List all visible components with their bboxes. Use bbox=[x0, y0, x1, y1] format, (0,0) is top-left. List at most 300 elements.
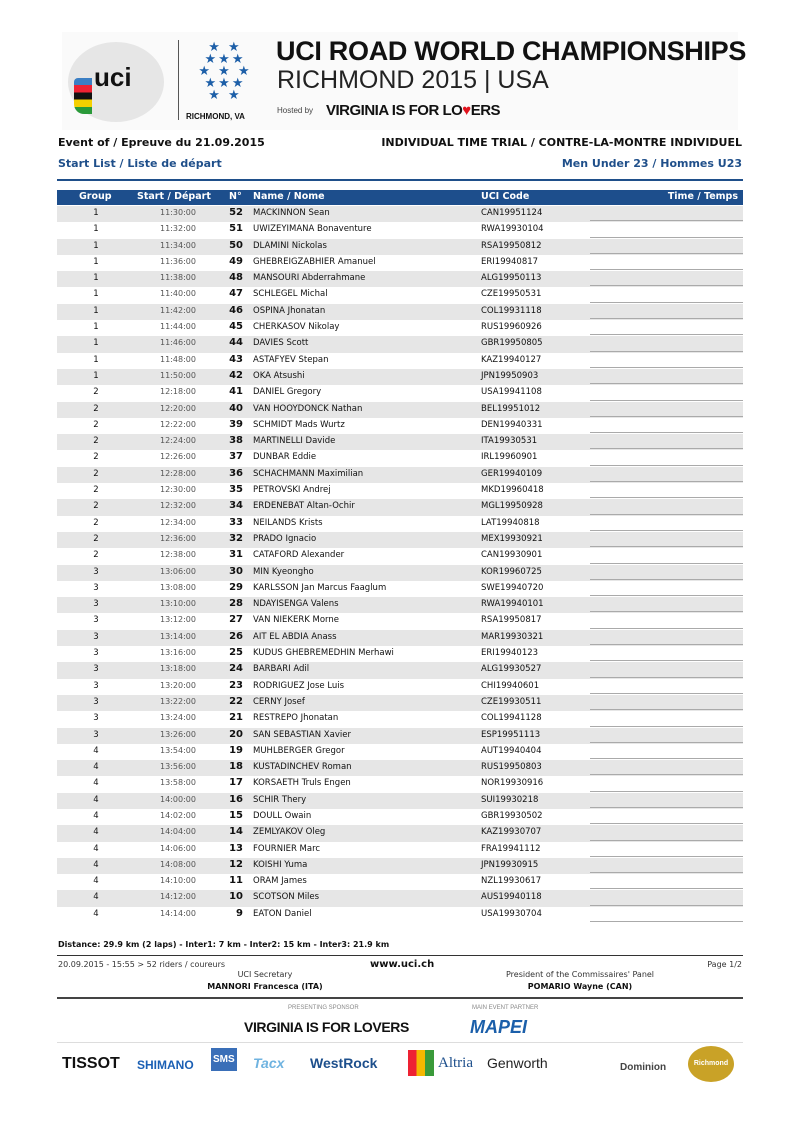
mapei-logo: MAPEI bbox=[470, 1017, 528, 1037]
time-field bbox=[590, 921, 743, 922]
rider-group: 3 bbox=[93, 680, 99, 691]
rider-group: 4 bbox=[93, 859, 99, 870]
rider-group: 3 bbox=[93, 729, 99, 740]
time-field bbox=[590, 888, 743, 889]
rider-group: 3 bbox=[93, 713, 99, 724]
uci-code: RUS19960926 bbox=[481, 322, 542, 333]
rider-group: 1 bbox=[93, 354, 99, 365]
bib-number: 51 bbox=[229, 223, 243, 235]
start-time: 12:28:00 bbox=[160, 468, 196, 478]
rider-group: 1 bbox=[93, 289, 99, 300]
bib-number: 17 bbox=[229, 777, 243, 789]
distance-info: Distance: 29.9 km (2 laps) - Inter1: 7 km - Inter2: 15 km - Inter3: 21.9 km bbox=[58, 940, 390, 949]
rider-name: KORSAETH Truls Engen bbox=[253, 778, 351, 789]
start-time: 12:18:00 bbox=[160, 387, 196, 397]
start-time: 13:20:00 bbox=[160, 680, 196, 690]
event-date: Event of / Epreuve du 21.09.2015 bbox=[58, 136, 265, 149]
start-time: 13:18:00 bbox=[160, 664, 196, 674]
time-field bbox=[590, 872, 743, 873]
divider bbox=[57, 1042, 743, 1043]
rider-group: 1 bbox=[93, 240, 99, 251]
start-time: 11:32:00 bbox=[160, 224, 196, 234]
bib-number: 21 bbox=[229, 712, 243, 724]
start-time: 11:42:00 bbox=[160, 305, 196, 315]
bib-number: 28 bbox=[229, 598, 243, 610]
uci-code: MAR19930321 bbox=[481, 631, 544, 642]
rider-group: 3 bbox=[93, 648, 99, 659]
championship-subtitle: RICHMOND 2015 | USA bbox=[277, 66, 549, 94]
time-field bbox=[590, 253, 743, 254]
bib-number: 12 bbox=[229, 858, 243, 870]
time-field bbox=[590, 318, 743, 319]
rider-group: 2 bbox=[93, 533, 99, 544]
start-time: 12:20:00 bbox=[160, 403, 196, 413]
bib-number: 41 bbox=[229, 386, 243, 398]
rider-name: MANSOURI Abderrahmane bbox=[253, 273, 366, 284]
tacx-logo: Tacx bbox=[253, 1055, 285, 1071]
document-type: Start List / Liste de départ bbox=[58, 157, 222, 170]
rider-name: MARTINELLI Davide bbox=[253, 436, 336, 447]
time-field bbox=[590, 383, 743, 384]
time-field bbox=[590, 497, 743, 498]
rider-group: 1 bbox=[93, 256, 99, 267]
divider bbox=[57, 997, 743, 999]
bib-number: 11 bbox=[229, 875, 243, 887]
uci-code: COL19931118 bbox=[481, 305, 542, 316]
time-field bbox=[590, 302, 743, 303]
rider-group: 1 bbox=[93, 224, 99, 235]
uci-code: KAZ19930707 bbox=[481, 827, 542, 838]
uci-code: ALG19930527 bbox=[481, 664, 542, 675]
time-field bbox=[590, 432, 743, 433]
table-row bbox=[57, 385, 743, 401]
rider-group: 1 bbox=[93, 273, 99, 284]
uci-code: ESP19951113 bbox=[481, 729, 541, 740]
table-row bbox=[57, 695, 743, 711]
rider-name: KUSTADINCHEV Roman bbox=[253, 762, 352, 773]
table-row bbox=[57, 858, 743, 874]
time-field bbox=[590, 758, 743, 759]
time-field bbox=[590, 563, 743, 564]
col-start: Start / Départ bbox=[137, 191, 211, 202]
altria-icon bbox=[408, 1050, 434, 1076]
time-field bbox=[590, 644, 743, 645]
rider-name: GHEBREIGZABHIER Amanuel bbox=[253, 256, 376, 267]
website-link[interactable]: www.uci.ch bbox=[370, 959, 435, 970]
bib-number: 30 bbox=[229, 565, 243, 577]
time-field bbox=[590, 595, 743, 596]
time-field bbox=[590, 905, 743, 906]
table-row bbox=[57, 450, 743, 466]
rider-name: DAVIES Scott bbox=[253, 338, 309, 349]
start-time: 13:58:00 bbox=[160, 778, 196, 788]
bib-number: 48 bbox=[229, 272, 243, 284]
table-row bbox=[57, 874, 743, 890]
rider-group: 4 bbox=[93, 745, 99, 756]
uci-code: AUT19940404 bbox=[481, 745, 542, 756]
table-row bbox=[57, 613, 743, 629]
table-row bbox=[57, 646, 743, 662]
col-name: Name / Nome bbox=[253, 191, 325, 202]
rider-group: 3 bbox=[93, 615, 99, 626]
time-field bbox=[590, 367, 743, 368]
rider-group: 2 bbox=[93, 452, 99, 463]
rider-group: 3 bbox=[93, 599, 99, 610]
bib-number: 50 bbox=[229, 239, 243, 251]
bib-number: 33 bbox=[229, 516, 243, 528]
rider-group: 2 bbox=[93, 550, 99, 561]
generated-info: 20.09.2015 - 15:55 > 52 riders / coureurs bbox=[58, 960, 226, 969]
rider-name: ZEMLYAKOV Oleg bbox=[253, 827, 326, 838]
uci-code: NOR19930916 bbox=[481, 778, 544, 789]
rider-group: 2 bbox=[93, 517, 99, 528]
rider-group: 1 bbox=[93, 370, 99, 381]
bib-number: 13 bbox=[229, 842, 243, 854]
start-time: 13:06:00 bbox=[160, 566, 196, 576]
uci-code: ITA19930531 bbox=[481, 436, 538, 447]
uci-code: CZE19930511 bbox=[481, 696, 542, 707]
table-row bbox=[57, 320, 743, 336]
rider-name: ASTAFYEV Stepan bbox=[253, 354, 329, 365]
bib-number: 40 bbox=[229, 402, 243, 414]
table-row bbox=[57, 728, 743, 744]
rider-group: 4 bbox=[93, 762, 99, 773]
start-time: 11:44:00 bbox=[160, 322, 196, 332]
table-row bbox=[57, 304, 743, 320]
uci-code: MKD19960418 bbox=[481, 485, 544, 496]
table-row bbox=[57, 679, 743, 695]
start-time: 14:02:00 bbox=[160, 810, 196, 820]
table-row bbox=[57, 809, 743, 825]
col-number: N° bbox=[229, 191, 242, 202]
start-time: 12:26:00 bbox=[160, 452, 196, 462]
host-text-end: ERS bbox=[470, 102, 501, 119]
start-time: 14:04:00 bbox=[160, 827, 196, 837]
secretary-role: UCI Secretary bbox=[237, 970, 293, 979]
category: Men Under 23 / Hommes U23 bbox=[561, 157, 742, 170]
presenting-sponsor-label: PRESENTING SPONSOR bbox=[288, 1005, 359, 1011]
start-time: 11:46:00 bbox=[160, 338, 196, 348]
uci-code: FRA19941112 bbox=[481, 843, 541, 854]
rider-name: PETROVSKI Andrej bbox=[253, 485, 331, 496]
time-field bbox=[590, 774, 743, 775]
rider-group: 2 bbox=[93, 387, 99, 398]
rider-name: MACKINNON Sean bbox=[253, 208, 330, 218]
table-header bbox=[57, 190, 743, 205]
rider-name: ERDENEBAT Altan-Ochir bbox=[253, 501, 355, 512]
main-partner-label: MAIN EVENT PARTNER bbox=[472, 1005, 539, 1011]
start-time: 11:48:00 bbox=[160, 354, 196, 364]
uci-logo: uci bbox=[68, 42, 164, 122]
start-time: 12:38:00 bbox=[160, 550, 196, 560]
rider-group: 1 bbox=[93, 338, 99, 349]
rider-name: NDAYISENGA Valens bbox=[253, 599, 339, 610]
rider-name: FOURNIER Marc bbox=[253, 843, 321, 854]
rider-group: 4 bbox=[93, 892, 99, 903]
start-time: 11:30:00 bbox=[160, 208, 196, 217]
time-field bbox=[590, 285, 743, 286]
bib-number: 49 bbox=[229, 255, 243, 267]
host-text: VIRGINIA IS FOR LO bbox=[326, 102, 463, 119]
bib-number: 35 bbox=[229, 484, 243, 496]
time-field bbox=[590, 514, 743, 515]
col-time: Time / Temps bbox=[667, 191, 738, 202]
table-row bbox=[57, 418, 743, 434]
bib-number: 31 bbox=[229, 549, 243, 561]
bib-number: 24 bbox=[229, 663, 243, 675]
uci-code: RWA19930104 bbox=[481, 224, 544, 235]
start-time: 12:32:00 bbox=[160, 501, 196, 511]
rider-group: 1 bbox=[93, 305, 99, 316]
richmond-seal-logo: Richmond bbox=[688, 1046, 734, 1082]
time-field bbox=[590, 448, 743, 449]
start-time: 11:34:00 bbox=[160, 240, 196, 250]
rider-name: SCHIR Thery bbox=[253, 794, 307, 805]
table-row bbox=[57, 402, 743, 418]
page-number: Page 1/2 bbox=[707, 960, 742, 969]
rider-name: MUHLBERGER Gregor bbox=[253, 745, 345, 756]
table-row bbox=[57, 499, 743, 515]
rider-name: EATON Daniel bbox=[253, 908, 312, 919]
table-row bbox=[57, 662, 743, 678]
rider-name: PRADO Ignacio bbox=[253, 533, 317, 544]
start-time: 13:22:00 bbox=[160, 696, 196, 706]
start-time: 11:36:00 bbox=[160, 256, 196, 266]
heart-icon: ♥ bbox=[462, 102, 471, 119]
uci-code: RUS19950803 bbox=[481, 762, 542, 773]
col-uci-code: UCI Code bbox=[481, 191, 530, 202]
rider-group: 4 bbox=[93, 810, 99, 821]
rider-name: NEILANDS Krists bbox=[253, 517, 323, 528]
richmond-cyclist-logo: ★ ★ ★★★ ★ ★ ★ ★★★ ★ ★ bbox=[198, 40, 252, 103]
bib-number: 44 bbox=[229, 337, 243, 349]
rider-group: 3 bbox=[93, 696, 99, 707]
time-field bbox=[590, 237, 743, 238]
table-row bbox=[57, 369, 743, 385]
bib-number: 14 bbox=[229, 826, 243, 838]
uci-code: GER19940109 bbox=[481, 468, 543, 479]
rider-group: 2 bbox=[93, 468, 99, 479]
tissot-logo: TISSOT bbox=[62, 1055, 120, 1072]
rider-name: SCHACHMANN Maximilian bbox=[253, 468, 364, 479]
bib-number: 18 bbox=[229, 761, 243, 773]
rider-name: CHERKASOV Nikolay bbox=[253, 322, 340, 333]
start-time: 13:24:00 bbox=[160, 713, 196, 723]
divider bbox=[57, 955, 743, 956]
start-time: 11:38:00 bbox=[160, 273, 196, 283]
bib-number: 10 bbox=[229, 891, 243, 903]
start-time: 14:08:00 bbox=[160, 859, 196, 869]
time-field bbox=[590, 693, 743, 694]
presenting-sponsor-logo: VIRGINIA IS FOR LOVERS bbox=[244, 1019, 409, 1035]
bib-number: 42 bbox=[229, 369, 243, 381]
bib-number: 52 bbox=[229, 207, 243, 218]
rider-name: BARBARI Adil bbox=[253, 664, 310, 675]
time-field bbox=[590, 269, 743, 270]
table-row bbox=[57, 744, 743, 760]
start-time: 12:22:00 bbox=[160, 419, 196, 429]
uci-code: JPN19950903 bbox=[481, 370, 539, 381]
rider-name: SCHLEGEL Michal bbox=[253, 289, 328, 300]
bib-number: 20 bbox=[229, 728, 243, 740]
start-time: 13:08:00 bbox=[160, 582, 196, 592]
start-time: 14:06:00 bbox=[160, 843, 196, 853]
table-row bbox=[57, 548, 743, 564]
rider-name: OKA Atsushi bbox=[253, 370, 305, 381]
uci-code: KOR19960725 bbox=[481, 566, 542, 577]
time-field bbox=[590, 465, 743, 466]
start-time: 12:24:00 bbox=[160, 436, 196, 446]
time-field bbox=[590, 481, 743, 482]
uci-code: RSA19950812 bbox=[481, 240, 542, 251]
time-field bbox=[590, 791, 743, 792]
bib-number: 32 bbox=[229, 532, 243, 544]
uci-code: MEX19930921 bbox=[481, 533, 543, 544]
table-row bbox=[57, 353, 743, 369]
uci-code: NZL19930617 bbox=[481, 876, 542, 887]
rider-group: 2 bbox=[93, 419, 99, 430]
table-row bbox=[57, 825, 743, 841]
uci-code: ERI19940817 bbox=[481, 256, 539, 267]
rider-group: 3 bbox=[93, 582, 99, 593]
rider-group: 4 bbox=[93, 843, 99, 854]
bib-number: 26 bbox=[229, 630, 243, 642]
table-row bbox=[57, 842, 743, 858]
rider-name: SCHMIDT Mads Wurtz bbox=[253, 419, 345, 430]
table-row bbox=[57, 239, 743, 255]
table-row bbox=[57, 467, 743, 483]
altria-logo: Altria bbox=[438, 1055, 473, 1071]
table-row bbox=[57, 907, 743, 923]
rider-group: 3 bbox=[93, 566, 99, 577]
rider-name: UWIZEYIMANA Bonaventure bbox=[253, 224, 372, 235]
table-row bbox=[57, 597, 743, 613]
time-field bbox=[590, 807, 743, 808]
uci-code: DEN19940331 bbox=[481, 419, 543, 430]
president-name: POMARIO Wayne (CAN) bbox=[527, 982, 633, 991]
uci-code: SWE19940720 bbox=[481, 582, 544, 593]
genworth-logo: Genworth bbox=[487, 1055, 548, 1071]
table-row bbox=[57, 711, 743, 727]
time-field bbox=[590, 400, 743, 401]
uci-code: BEL19951012 bbox=[481, 403, 541, 414]
table-row bbox=[57, 255, 743, 271]
uci-code: COL19941128 bbox=[481, 713, 542, 724]
uci-code: ALG19950113 bbox=[481, 273, 542, 284]
rider-name: DOULL Owain bbox=[253, 810, 312, 821]
uci-code: IRL19960901 bbox=[481, 452, 538, 463]
table-row bbox=[57, 222, 743, 238]
start-time: 14:14:00 bbox=[160, 908, 196, 918]
col-group: Group bbox=[79, 191, 112, 202]
bib-number: 9 bbox=[236, 907, 243, 919]
rider-group: 2 bbox=[93, 485, 99, 496]
uci-code: SUI19930218 bbox=[481, 794, 539, 805]
rider-name: RODRIGUEZ Jose Luis bbox=[253, 680, 345, 691]
start-time: 11:50:00 bbox=[160, 370, 196, 380]
table-row bbox=[57, 565, 743, 581]
uci-code: MGL19950928 bbox=[481, 501, 543, 512]
table-row bbox=[57, 581, 743, 597]
bib-number: 23 bbox=[229, 679, 243, 691]
start-time: 13:16:00 bbox=[160, 648, 196, 658]
rider-name: OSPINA Jhonatan bbox=[253, 305, 326, 316]
rider-name: ORAM James bbox=[253, 876, 307, 887]
start-list-table bbox=[57, 206, 743, 923]
uci-code: CZE19950531 bbox=[481, 289, 542, 300]
secretary-name: MANNORI Francesca (ITA) bbox=[207, 982, 323, 991]
table-row bbox=[57, 760, 743, 776]
uci-code: KAZ19940127 bbox=[481, 354, 542, 365]
bib-number: 46 bbox=[229, 304, 243, 316]
rider-name: DUNBAR Eddie bbox=[253, 452, 317, 463]
host-logo bbox=[326, 102, 500, 119]
uci-code: AUS19940118 bbox=[481, 892, 542, 903]
rider-name: CATAFORD Alexander bbox=[253, 550, 345, 561]
uci-code: JPN19930915 bbox=[481, 859, 539, 870]
rider-group: 4 bbox=[93, 794, 99, 805]
bib-number: 29 bbox=[229, 581, 243, 593]
rider-name: KOISHI Yuma bbox=[253, 859, 308, 870]
bib-number: 22 bbox=[229, 695, 243, 707]
rider-name: MIN Kyeongho bbox=[253, 566, 314, 577]
uci-code: CAN19951124 bbox=[481, 208, 543, 218]
uci-code: GBR19950805 bbox=[481, 338, 543, 349]
uci-code: RWA19940101 bbox=[481, 599, 544, 610]
time-field bbox=[590, 628, 743, 629]
bib-number: 19 bbox=[229, 744, 243, 756]
start-time: 14:12:00 bbox=[160, 892, 196, 902]
bib-number: 47 bbox=[229, 288, 243, 300]
rider-name: SCOTSON Miles bbox=[253, 892, 320, 903]
rider-name: CERNY Josef bbox=[253, 696, 305, 707]
bib-number: 15 bbox=[229, 809, 243, 821]
table-row bbox=[57, 890, 743, 906]
table-row bbox=[57, 793, 743, 809]
time-field bbox=[590, 546, 743, 547]
table-row bbox=[57, 776, 743, 792]
time-field bbox=[590, 709, 743, 710]
rider-group: 2 bbox=[93, 403, 99, 414]
bib-number: 43 bbox=[229, 353, 243, 365]
rider-group: 2 bbox=[93, 436, 99, 447]
uci-code: USA19941108 bbox=[481, 387, 542, 398]
time-field bbox=[590, 677, 743, 678]
bib-number: 37 bbox=[229, 451, 243, 463]
rider-group: 4 bbox=[93, 908, 99, 919]
start-time: 14:00:00 bbox=[160, 794, 196, 804]
start-time: 13:10:00 bbox=[160, 599, 196, 609]
bib-number: 34 bbox=[229, 500, 243, 512]
shimano-logo: SHIMANO bbox=[137, 1058, 194, 1072]
rider-group: 3 bbox=[93, 631, 99, 642]
rider-name: AIT EL ABDIA Anass bbox=[253, 631, 337, 642]
uci-code: LAT19940818 bbox=[481, 517, 540, 528]
dominion-logo: Dominion bbox=[620, 1062, 667, 1073]
start-time: 14:10:00 bbox=[160, 876, 196, 886]
rider-group: 1 bbox=[93, 208, 99, 218]
start-time: 11:40:00 bbox=[160, 289, 196, 299]
start-time: 13:12:00 bbox=[160, 615, 196, 625]
time-field bbox=[590, 220, 743, 221]
time-field bbox=[590, 611, 743, 612]
table-row bbox=[57, 206, 743, 222]
bib-number: 16 bbox=[229, 793, 243, 805]
championship-title: UCI ROAD WORLD CHAMPIONSHIPS bbox=[276, 36, 747, 66]
uci-code: USA19930704 bbox=[481, 908, 542, 919]
time-field bbox=[590, 856, 743, 857]
westrock-logo: WestRock bbox=[310, 1055, 378, 1071]
